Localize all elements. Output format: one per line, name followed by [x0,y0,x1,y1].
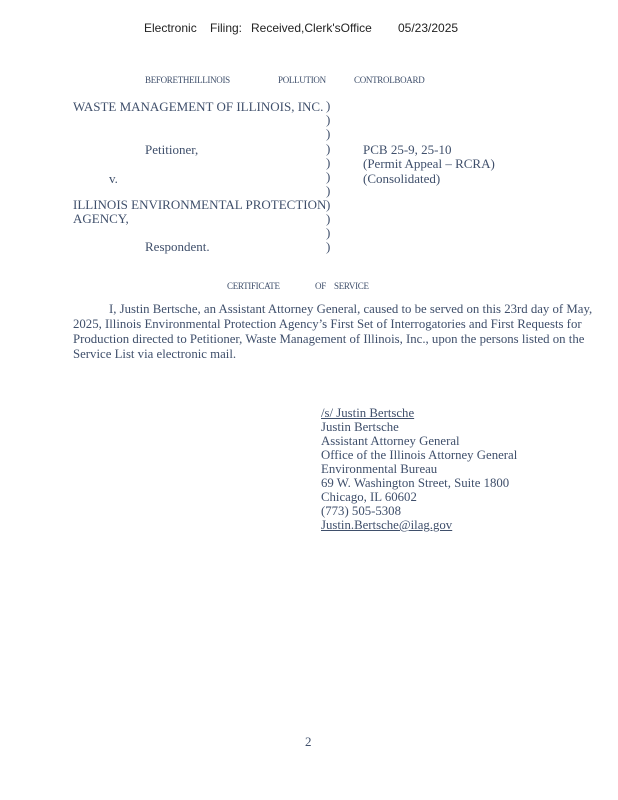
certificate-body: I, Justin Bertsche, an Assistant Attorney General, caused to be served on this 23rd day of May, 2025, Illinois Environmental Protection Agency’s First Set of Interrogatories and First Requests for Production directed to Petitioner, Waste Management of Illinois, Inc., upon the persons listed on the Service List via electronic mail. [73,302,593,361]
filing-stamp-label-2: Filing: [210,21,243,35]
signature-email-link[interactable]: Justin.Bertsche@ilag.gov [321,518,453,532]
respondent-name-line1: ILLINOIS ENVIRONMENTAL PROTECTION [73,197,327,212]
filing-stamp-received: Received,Clerk'sOffice [251,21,372,35]
certificate-heading-part3: SERVICE [334,281,369,291]
respondent-name-line2: AGENCY, [73,211,129,226]
certificate-heading-part1: CERTIFICATE [227,281,280,291]
case-consolidated: (Consolidated) [363,171,441,186]
respondent-role: Respondent. [145,239,210,254]
filing-stamp-label: Electronic [144,21,197,35]
signature-block [321,406,517,532]
caption-paren: ) [326,112,331,127]
caption-paren: ) [326,126,331,141]
board-heading-part1: BEFORETHEILLINOIS [145,75,230,85]
case-type: (Permit Appeal – RCRA) [363,156,495,171]
caption-paren: ) [326,225,331,240]
signature-bureau: Environmental Bureau [321,462,438,476]
caption-paren: ) [326,211,331,226]
signature-city: Chicago, IL 60602 [321,490,417,504]
versus: v. [109,171,118,186]
petitioner-role: Petitioner, [145,142,199,157]
filing-stamp-date: 05/23/2025 [398,21,459,35]
case-number: PCB 25-9, 25-10 [363,142,452,157]
certificate-heading-part2: OF [315,281,326,291]
caption-paren: ) [326,141,331,156]
signature-phone: (773) 505-5308 [321,504,401,518]
signature-name: Justin Bertsche [321,420,399,434]
caption-paren: ) [326,183,331,198]
board-heading-part3: CONTROLBOARD [354,75,425,85]
caption-paren: ) [326,169,331,184]
signature-office: Office of the Illinois Attorney General [321,448,518,462]
caption-paren: ) [326,239,331,254]
caption-paren: ) [326,98,331,113]
signature-street: 69 W. Washington Street, Suite 1800 [321,476,510,490]
caption-paren: ) [326,197,331,212]
signature-title: Assistant Attorney General [321,434,460,448]
board-heading-part2: POLLUTION [278,75,326,85]
petitioner-name: WASTE MANAGEMENT OF ILLINOIS, INC. [73,99,324,114]
signature-slash: /s/ Justin Bertsche [321,406,415,420]
caption-paren: ) [326,155,331,170]
page-number: 2 [305,734,312,749]
